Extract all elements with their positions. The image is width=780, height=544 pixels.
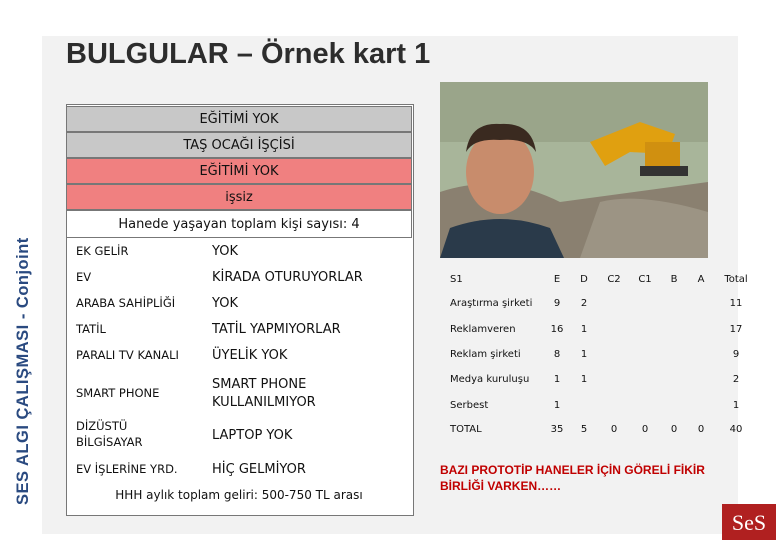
table-cell: Reklamveren [450, 324, 516, 335]
table-cell: 35 [550, 424, 564, 435]
attr-key: DİZÜSTÜ BİLGİSAYAR [76, 419, 143, 449]
band-education-2: EĞİTİMİ YOK [66, 158, 412, 184]
table-cell: 2 [580, 298, 588, 309]
table-cell: 1 [580, 324, 588, 335]
band-household-size: Hanede yaşayan toplam kişi sayısı: 4 [66, 210, 412, 238]
attr-key: ARABA SAHİPLİĞİ [76, 296, 176, 310]
attr-value: KİRADA OTURUYORLAR [212, 270, 363, 285]
attr-row [70, 270, 410, 296]
income-footer: HHH aylık toplam geliri: 500-750 TL arası [115, 488, 363, 502]
attr-row [70, 462, 410, 488]
table-cell: 0 [697, 424, 705, 435]
page-title: BULGULAR – Örnek kart 1 [66, 38, 431, 70]
attr-value: ÜYELİK YOK [212, 348, 288, 363]
band-employment: işsiz [66, 184, 412, 210]
table-cell: Reklam şirketi [450, 349, 521, 360]
attr-value: YOK [212, 244, 238, 259]
table-cell: 11 [729, 298, 743, 309]
side-title: SES ALGI ÇALIŞMASI - Conjoint [14, 237, 32, 505]
attr-key: SMART PHONE [76, 386, 160, 400]
attr-key: EV İŞLERİNE YRD. [76, 462, 178, 476]
table-cell: 9 [553, 298, 561, 309]
table-cell: 1 [553, 374, 561, 385]
table-cell: 0 [641, 424, 649, 435]
table-cell: Medya kuruluşu [450, 374, 530, 385]
table-header-cell: A [697, 274, 705, 285]
table-header-cell: Total [724, 274, 748, 285]
table-cell: 17 [729, 324, 743, 335]
table-cell: 0 [670, 424, 678, 435]
attr-key: PARALI TV KANALI [76, 348, 179, 362]
attr-key: EV [76, 270, 92, 284]
table-cell: 8 [553, 349, 561, 360]
attr-row [70, 348, 410, 374]
attr-value: HİÇ GELMİYOR [212, 462, 306, 477]
table-cell: 1 [553, 400, 561, 411]
table-header-cell: S1 [450, 274, 463, 285]
table-cell: 2 [732, 374, 740, 385]
table-cell: TOTAL [450, 424, 482, 435]
table-header-cell: D [580, 274, 588, 285]
conclusion-note: BAZI PROTOTİP HANELER İÇİN GÖRELİ FİKİR BİRLİĞİ VARKEN…… [440, 463, 705, 493]
table-header-cell: C2 [607, 274, 621, 285]
band-education: EĞİTİMİ YOK [66, 106, 412, 132]
attr-row [70, 418, 410, 454]
table-header-cell: E [553, 274, 561, 285]
table-cell: 1 [580, 349, 588, 360]
attr-key: TATİL [76, 322, 106, 336]
table-cell: Serbest [450, 400, 489, 411]
attr-row [70, 376, 410, 412]
attr-value: YOK [212, 296, 238, 311]
attr-value: SMART PHONE KULLANILMIYOR [212, 377, 316, 410]
table-header-cell: B [670, 274, 678, 285]
household-photo [440, 82, 708, 258]
table-cell: 1 [580, 374, 588, 385]
attr-row [70, 322, 410, 348]
table-cell: 5 [580, 424, 588, 435]
attr-value: TATİL YAPMIYORLAR [212, 322, 341, 337]
table-header-cell: C1 [638, 274, 652, 285]
attr-value: LAPTOP YOK [212, 428, 293, 443]
table-cell: 40 [729, 424, 743, 435]
brand-logo [722, 504, 776, 540]
band-occupation: TAŞ OCAĞI İŞÇİSİ [66, 132, 412, 158]
table-cell: 16 [550, 324, 564, 335]
attr-row [70, 296, 410, 322]
attr-key: EK GELİR [76, 244, 129, 258]
table-cell: 1 [732, 400, 740, 411]
attr-row [70, 244, 410, 270]
table-cell: Araştırma şirketi [450, 298, 533, 309]
table-cell: 9 [732, 349, 740, 360]
table-cell: 0 [610, 424, 618, 435]
logo-text: SeS [731, 510, 767, 535]
